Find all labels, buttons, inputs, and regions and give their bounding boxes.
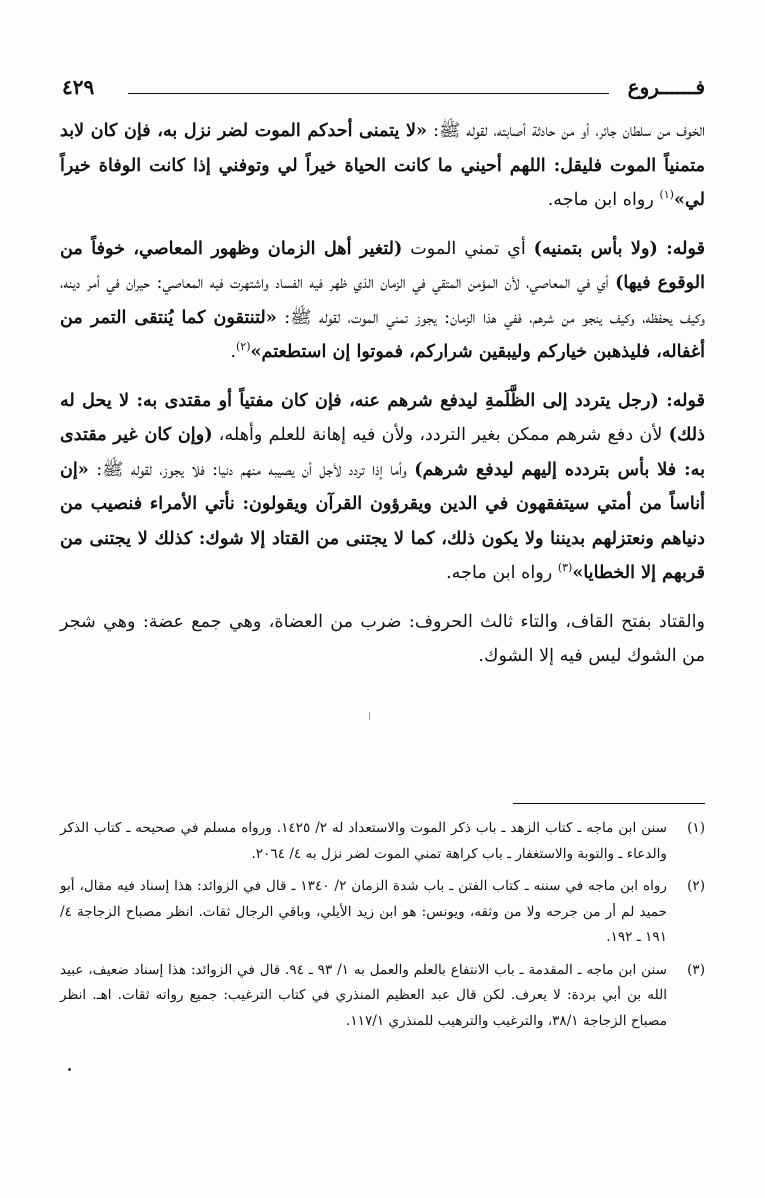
- bold-quote: «إن أناساً من أمتي سيتفقهون في الدين ويقرؤون القرآن ويقولون: نأتي الأمراء فنصيب من دنياهم ونعتزلهم بديننا ولا يكون ذلك، كما لا يجتنى من القتاد إلا شوك: كذلك لا يجتنى من قربهم إلا الخطايا»: [60, 458, 705, 583]
- bold-quote: «لا يتمنى أحدكم الموت لضر نزل به، فإن كان لابد متمنياً الموت فليقل: اللهم أحيني ما كانت الحياة خيراً لي وتوفني إذا كانت الوفاة خيراً لي»: [60, 120, 705, 210]
- text-run: الخوف من سلطان جائر، أو من حادثة أصابته، لقوله ﷺ:: [427, 121, 706, 141]
- qawluhu-keyword: قوله:: [657, 237, 705, 259]
- text-run: .: [230, 342, 236, 362]
- bold-quote: (رجل يتردد إلى الظَّلَمةِ ليدفع شرهم عنه، فإن كان مفتياً أو مقتدى به: لا يحل له ذلك): [60, 389, 705, 445]
- bold-quote: (وإن كان غير مقتدى به: فلا بأس بتردده إليهم ليدفع شرهم): [60, 424, 705, 480]
- footnote: [60, 958, 705, 1035]
- qawluhu-keyword: قوله:: [658, 389, 705, 411]
- main-text: [60, 114, 705, 674]
- footnote-separator: [513, 803, 705, 804]
- footnote-ref: (٢): [236, 340, 251, 354]
- paragraph: [60, 232, 705, 370]
- footnote-number: (٣): [687, 961, 705, 978]
- text-run: رواه ابن ماجه.: [547, 190, 660, 210]
- footnote: [60, 816, 705, 867]
- running-title: فــــــروع: [627, 75, 705, 99]
- page-header: [60, 76, 705, 98]
- footnote-ref: (٣): [557, 561, 573, 575]
- page-number: ٤٢٩: [62, 75, 95, 99]
- text-end-mark: [369, 712, 370, 720]
- paragraph: [60, 114, 705, 218]
- footnote-text: رواه ابن ماجه في سننه ـ كتاب الفتن ـ باب شدة الزمان ٢/ ١٣٤٠ ـ قال في الزوائد: هذا إسناد فيه مقال، أبو حميد لم أر من جرحه ولا من وثقه، ويونس: هو ابن زيد الأيلي، وباقي الرجال ثقات. انظر مصباح الزجاجة ٤/ ١٩١ ـ ١٩٢.: [60, 878, 667, 945]
- footnotes: [60, 816, 705, 1041]
- paragraph: [60, 384, 705, 591]
- text-run: لأن دفع شرهم ممكن بغير التردد، ولأن فيه إهانة للعلم وأهله،: [212, 425, 669, 445]
- text-run: رواه ابن ماجه.: [446, 563, 558, 583]
- bold-quote: «لتنتقون كما يُنتقى التمر من أغفاله، فليذهبن خياركم وليبقين شراركم، فموتوا إن استطعتم»: [60, 306, 705, 362]
- text-run: أي في المعاصي، لأن المؤمن المتقي في الزمان الذي ظهر فيه الفساد واشتهرت فيه المعاصي: حيران في أمر دينه، وكيف يحفظه، وكيف ينجو من شرهم، ففي هذا الزمان: يجوز تمني الموت، لقوله ﷺ:: [60, 273, 705, 328]
- footnote-number: (١): [687, 820, 705, 836]
- bold-quote: (لتغير أهل الزمان وظهور المعاصي، خوفاً من الوقوع فيها): [60, 237, 705, 293]
- footnote: [60, 874, 705, 951]
- footnote-text: سنن ابن ماجه ـ المقدمة ـ باب الانتفاع بالعلم والعمل به ١/ ٩٣ ـ ٩٤. قال في الزوائد: هذا إسناد ضعيف، عبيد الله بن أبي بردة: لا يعرف. لكن قال عبد العظيم المنذري في كتاب الترغيب: جميع رواته ثقات. اهـ. انظر مصباح الزجاجة ٣٨/١، والترغيب والترهيب للمنذري ١١٧/١.: [60, 961, 667, 1029]
- bold-quote: (ولا بأس بتمنيه): [533, 237, 658, 259]
- text-run: وأما إذا تردد لأجل أن يصيبه منهم دنيا: فلا يجوز، لقوله ﷺ:: [88, 459, 415, 480]
- text-run: والقتاد بفتح القاف، والتاء ثالث الحروف: ضرب من العضاة، وهي جمع عضة: وهي شجر من الشوك ليس فيه إلا الشوك.: [60, 611, 705, 666]
- page-dot: [68, 1068, 71, 1071]
- footnote-ref: (١): [659, 188, 674, 202]
- text-run: أي تمني الموت: [402, 238, 534, 259]
- paragraph: [60, 605, 705, 674]
- header-rule: [128, 93, 609, 94]
- footnote-text: سنن ابن ماجه ـ كتاب الزهد ـ باب ذكر الموت والاستعداد له ٢/ ١٤٢٥. ورواه مسلم في صحيحه ـ كتاب الذكر والدعاء ـ والتوبة والاستغفار ـ باب كراهة تمني الموت لضر نزل به ٤/ ٢٠٦٤.: [60, 820, 667, 862]
- footnote-number: (٢): [687, 878, 705, 894]
